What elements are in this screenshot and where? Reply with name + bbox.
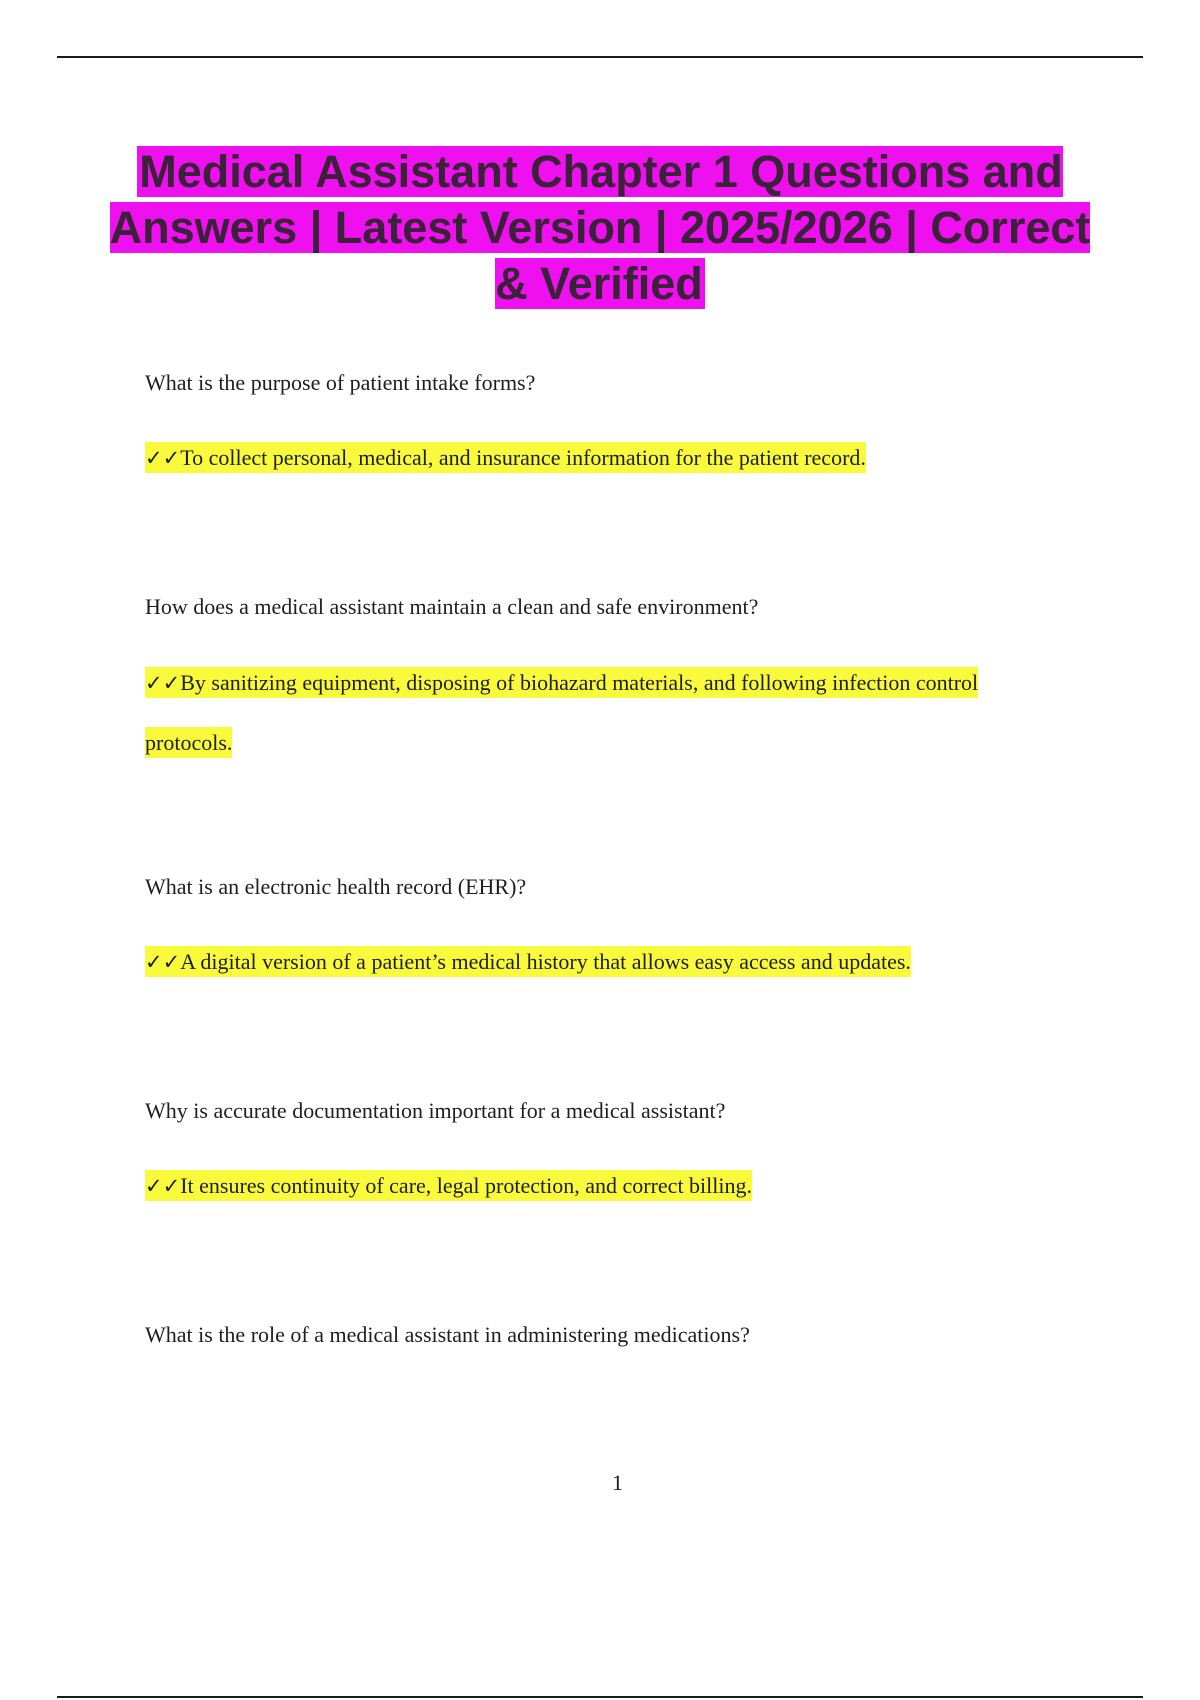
answer-2 — [145, 653, 1065, 773]
top-rule — [57, 56, 1143, 58]
checkmark-icon: ✓✓ — [145, 671, 181, 695]
answer-2-text: By sanitizing equipment, disposing of biohazard materials, and following infection control protocols. — [145, 670, 979, 755]
question-4: Why is accurate documentation important for a medical assistant? — [145, 1098, 726, 1123]
checkmark-icon: ✓✓ — [145, 446, 181, 470]
checkmark-icon: ✓✓ — [145, 1174, 181, 1198]
answer-3-text: A digital version of a patient’s medical history that allows easy access and updates. — [180, 949, 911, 974]
document-title — [100, 144, 1100, 312]
question-5: What is the role of a medical assistant in administering medications? — [145, 1322, 750, 1347]
checkmark-icon: ✓✓ — [145, 950, 181, 974]
answer-4 — [145, 1156, 1065, 1216]
title-highlight: Medical Assistant Chapter 1 Questions and Answers | Latest Version | 2025/2026 | Correct & Verified — [109, 146, 1091, 309]
page-number: 1 — [612, 1470, 623, 1495]
answer-3 — [145, 932, 1065, 992]
answer-4-text: It ensures continuity of care, legal protection, and correct billing. — [180, 1173, 752, 1198]
question-2: How does a medical assistant maintain a clean and safe environment? — [145, 594, 759, 619]
answer-1 — [145, 428, 1065, 488]
bottom-rule — [57, 1696, 1143, 1698]
answer-1-text: To collect personal, medical, and insurance information for the patient record. — [180, 445, 866, 470]
question-1: What is the purpose of patient intake forms? — [145, 370, 536, 395]
question-3: What is an electronic health record (EHR)? — [145, 874, 527, 899]
